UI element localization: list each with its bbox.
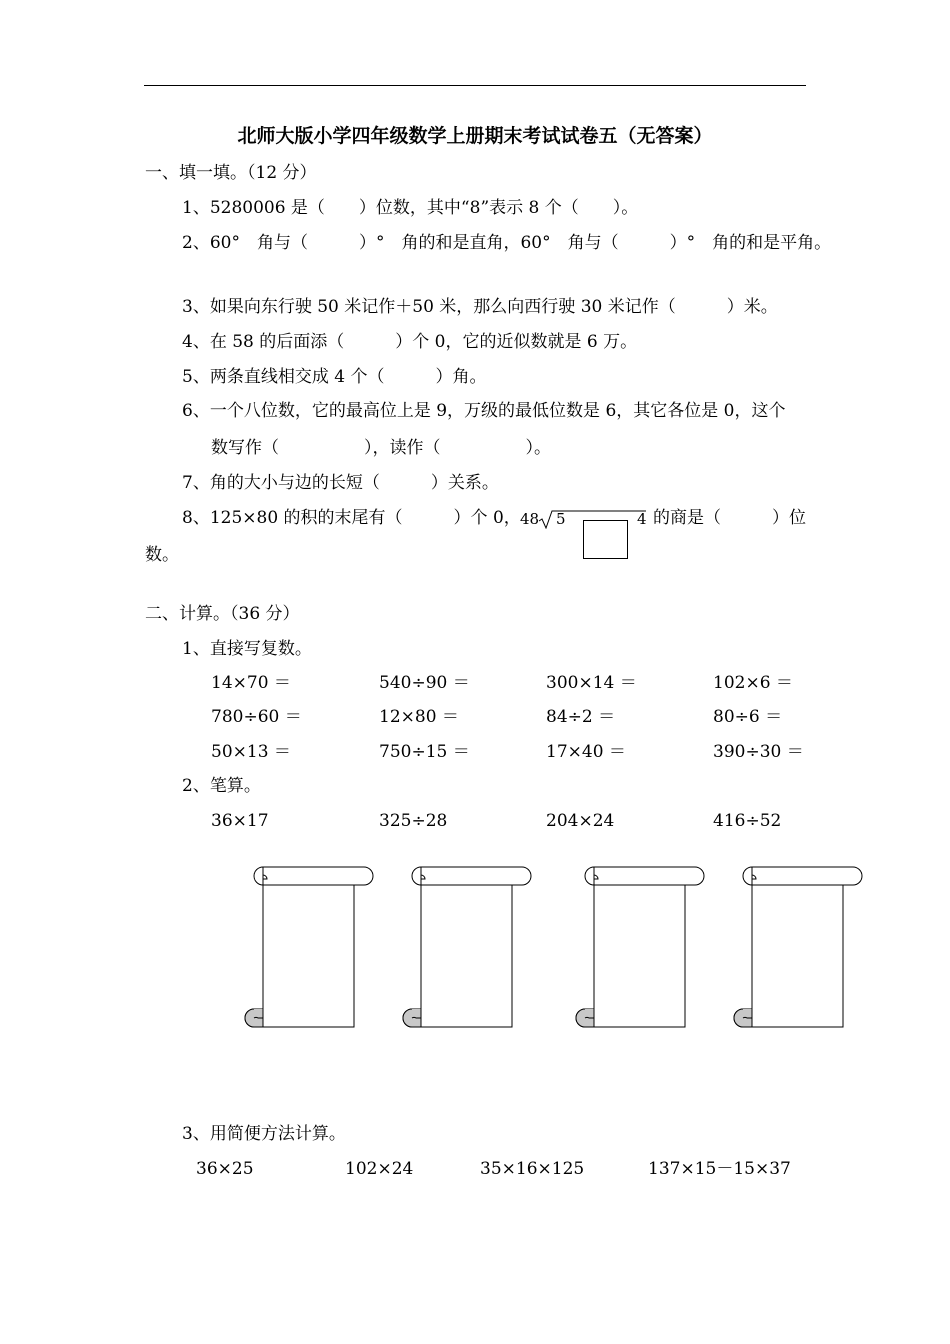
missing-digit-box[interactable] — [583, 520, 628, 559]
simple-problem: 137×15－15×37 — [648, 1159, 791, 1179]
sub1-heading: 1、直接写复数。 — [182, 639, 312, 659]
scroll-answer-area[interactable] — [400, 864, 534, 1032]
direct-problem: 390÷30 ＝ — [713, 742, 804, 762]
question-1: 1、5280006 是（ ）位数，其中“8”表示 8 个（ ）。 — [182, 198, 639, 218]
sub3-heading: 3、用简便方法计算。 — [182, 1124, 346, 1144]
question-3: 3、如果向东行驶 50 米记作＋50 米，那么向西行驶 30 米记作（ ）米。 — [182, 297, 778, 317]
simple-problem: 36×25 — [196, 1159, 254, 1179]
division-dividend-last: 4 — [637, 510, 647, 528]
direct-problem: 300×14 ＝ — [546, 673, 637, 693]
question-6-line1: 6、一个八位数，它的最高位上是 9，万级的最低位数是 6，其它各位是 0，这个 — [182, 401, 786, 421]
direct-problem: 14×70 ＝ — [211, 673, 291, 693]
direct-problem: 102×6 ＝ — [713, 673, 793, 693]
scroll-answer-area[interactable] — [573, 864, 707, 1032]
written-problem: 36×17 — [211, 811, 269, 831]
question-2: 2、60° 角与（ ）° 角的和是直角，60° 角与（ ）° 角的和是平角。 — [182, 233, 832, 253]
question-7: 7、角的大小与边的长短（ ）关系。 — [182, 473, 499, 493]
simple-problem: 35×16×125 — [480, 1159, 585, 1179]
written-problem: 416÷52 — [713, 811, 782, 831]
scroll-answer-area[interactable] — [731, 864, 865, 1032]
question-5: 5、两条直线相交成 4 个（ ）角。 — [182, 367, 487, 387]
direct-problem: 780÷60 ＝ — [211, 707, 302, 727]
direct-problem: 750÷15 ＝ — [379, 742, 470, 762]
question-8-line2: 数。 — [145, 545, 179, 565]
direct-problem: 17×40 ＝ — [546, 742, 626, 762]
written-problem: 325÷28 — [379, 811, 448, 831]
scroll-answer-area[interactable] — [242, 864, 376, 1032]
direct-problem: 12×80 ＝ — [379, 707, 459, 727]
section1-heading: 一、填一填。（12 分） — [145, 163, 317, 183]
question-8-part2: 的商是（ ）位 — [653, 508, 806, 528]
direct-problem: 540÷90 ＝ — [379, 673, 470, 693]
header-rule — [144, 85, 806, 86]
division-dividend-first: 5 — [556, 510, 566, 528]
direct-problem: 80÷6 ＝ — [713, 707, 783, 727]
written-problem: 204×24 — [546, 811, 615, 831]
question-4: 4、在 58 的后面添（ ）个 0，它的近似数就是 6 万。 — [182, 332, 638, 352]
page-title: 北师大版小学四年级数学上册期末考试试卷五（无答案） — [237, 125, 713, 147]
question-6-line2: 数写作（ ），读作（ ）。 — [211, 438, 551, 458]
question-8-part1: 8、125×80 的积的末尾有（ ）个 0， — [182, 508, 521, 528]
section2-heading: 二、计算。（36 分） — [145, 604, 300, 624]
direct-problem: 50×13 ＝ — [211, 742, 291, 762]
simple-problem: 102×24 — [345, 1159, 414, 1179]
sub2-heading: 2、笔算。 — [182, 776, 261, 796]
direct-problem: 84÷2 ＝ — [546, 707, 616, 727]
division-divisor: 48 — [520, 510, 540, 528]
